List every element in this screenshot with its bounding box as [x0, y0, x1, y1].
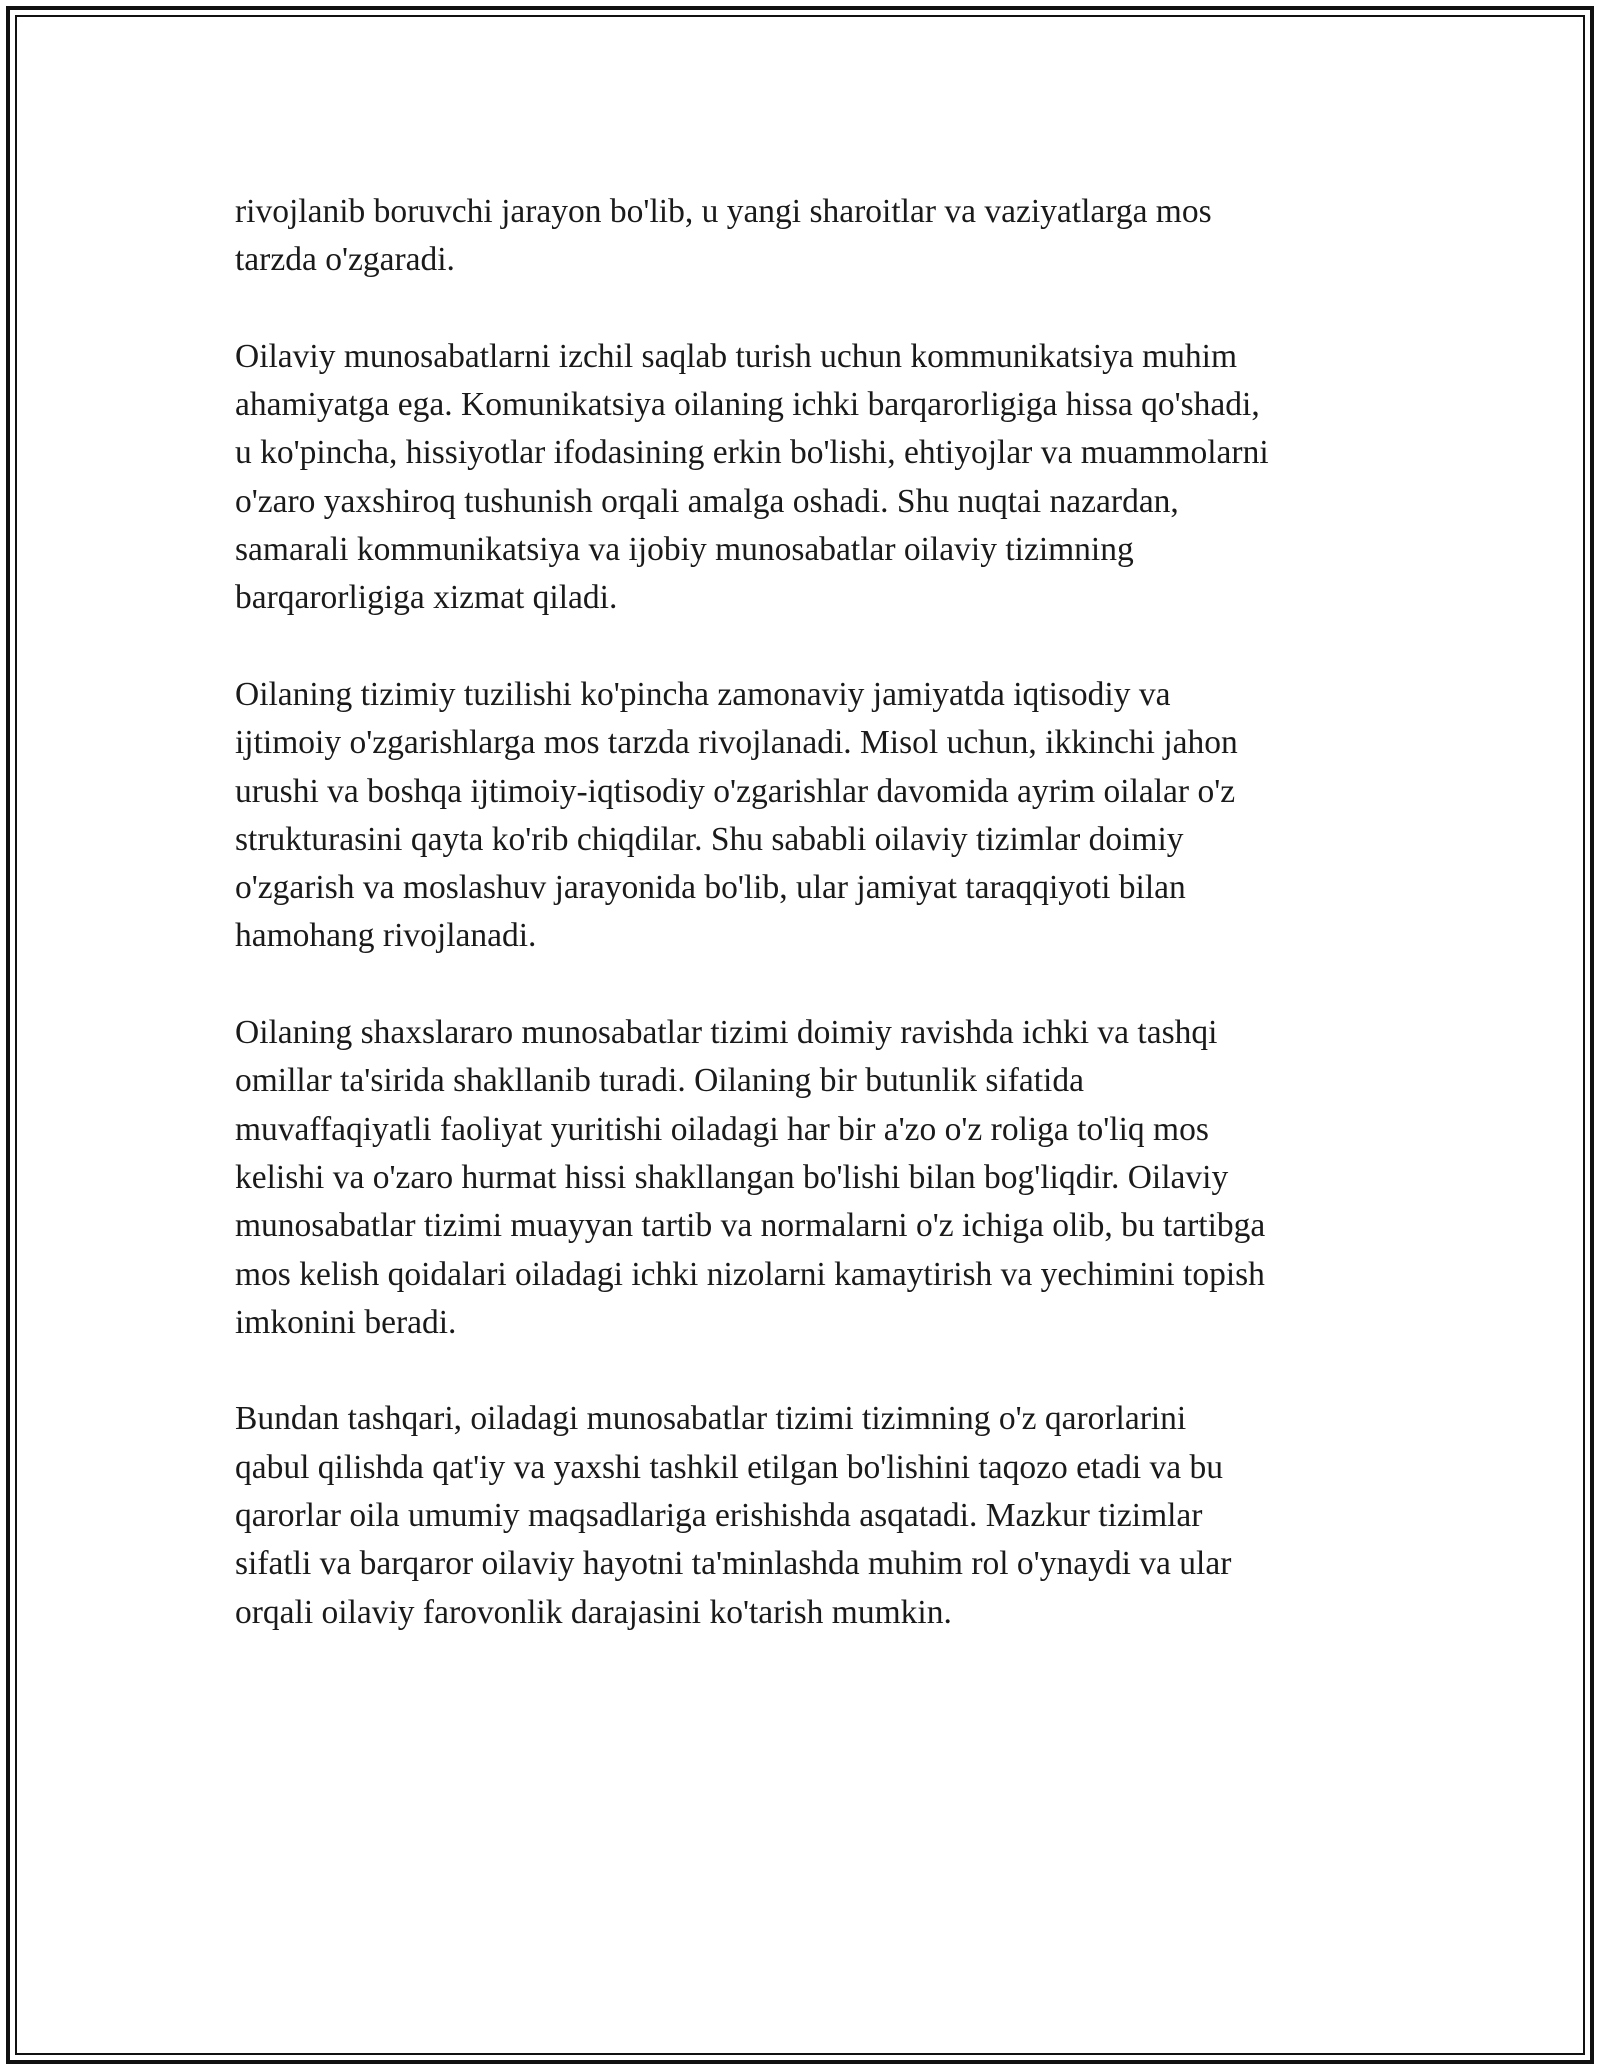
text-line: Oilaviy munosabatlarni izchil saqlab turish uchun kommunikatsiya muhim [235, 337, 1238, 375]
text-line: Oilaning shaxslararo munosabatlar tizimi doimiy ravishda ichki va tashqi [235, 1014, 1218, 1052]
text-line: sifatli va barqaror oilaviy hayotni ta'minlashda muhim rol o'ynaydi va ular [235, 1545, 1232, 1583]
paragraph-5 [235, 1395, 1370, 1636]
paragraph-2 [235, 333, 1370, 623]
text-line: omillar ta'sirida shakllanib turadi. Oilaning bir butunlik sifatida [235, 1062, 1084, 1100]
text-line: ijtimoiy o'zgarishlarga mos tarzda rivojlanadi. Misol uchun, ikkinchi jahon [235, 724, 1238, 762]
text-line: samarali kommunikatsiya va ijobiy munosabatlar oilaviy tizimning [235, 531, 1134, 569]
paragraph-3 [235, 671, 1370, 961]
text-line: muvaffaqiyatli faoliyat yuritishi oiladagi har bir a'zo o'z roliga to'liq mos [235, 1110, 1209, 1148]
text-line: o'zaro yaxshiroq tushunish orqali amalga oshadi. Shu nuqtai nazardan, [235, 482, 1179, 520]
text-line: tarzda o'zgaradi. [235, 241, 455, 279]
text-line: imkonini beradi. [235, 1303, 457, 1341]
text-line: strukturasini qayta ko'rib chiqdilar. Shu sababli oilaviy tizimlar doimiy [235, 820, 1184, 858]
text-line: rivojlanib boruvchi jarayon bo'lib, u yangi sharoitlar va vaziyatlarga mos [235, 193, 1212, 230]
text-line: qarorlar oila umumiy maqsadlariga erishishda asqatadi. Mazkur tizimlar [235, 1497, 1203, 1535]
text-line: u ko'pincha, hissiyotlar ifodasining erkin bo'lishi, ehtiyojlar va muammolarni [235, 434, 1269, 472]
text-line: kelishi va o'zaro hurmat hissi shakllangan bo'lishi bilan bog'liqdir. Oilaviy [235, 1158, 1229, 1196]
document-body [235, 188, 1370, 1685]
text-line: ahamiyatga ega. Komunikatsiya oilaning ichki barqarorligiga hissa qo'shadi, [235, 386, 1260, 424]
text-line: orqali oilaviy farovonlik darajasini ko'tarish mumkin. [235, 1593, 952, 1631]
paragraph-1 [235, 188, 1370, 285]
text-line: urushi va boshqa ijtimoiy-iqtisodiy o'zgarishlar davomida ayrim oilalar o'z [235, 772, 1236, 810]
paragraph-4 [235, 1009, 1370, 1347]
text-line: hamohang rivojlanadi. [235, 917, 537, 955]
text-line: mos kelish qoidalari oiladagi ichki nizolarni kamaytirish va yechimini topish [235, 1255, 1265, 1293]
text-line: o'zgarish va moslashuv jarayonida bo'lib, ular jamiyat taraqqiyoti bilan [235, 869, 1186, 907]
text-line: Oilaning tizimiy tuzilishi ko'pincha zamonaviy jamiyatda iqtisodiy va [235, 675, 1171, 713]
text-line: Bundan tashqari, oiladagi munosabatlar tizimi tizimning o'z qarorlarini [235, 1400, 1187, 1438]
text-line: barqarorligiga xizmat qiladi. [235, 579, 618, 617]
text-line: qabul qilishda qat'iy va yaxshi tashkil etilgan bo'lishini taqozo etadi va bu [235, 1448, 1224, 1486]
text-line: munosabatlar tizimi muayyan tartib va normalarni o'z ichiga olib, bu tartibga [235, 1207, 1266, 1245]
